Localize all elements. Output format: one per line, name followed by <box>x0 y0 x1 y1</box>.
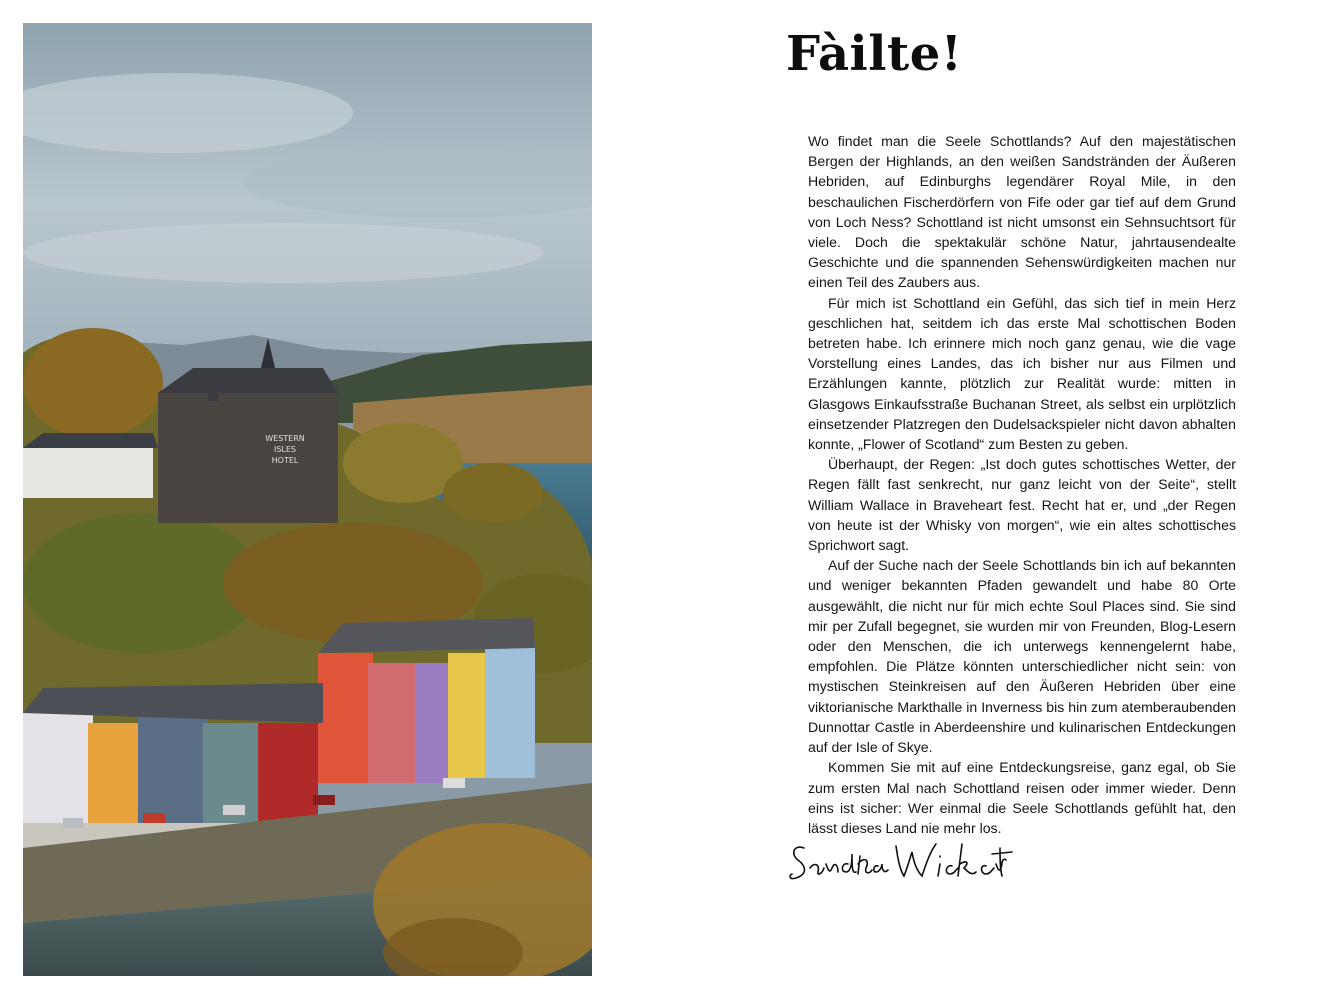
paragraph: Überhaupt, der Regen: „Ist doch gutes schottisches Wetter, der Regen fällt fast senkrecht, nur ganz leicht von der Seite“, stellt William Wallace in Braveheart fest. Recht hat er, und „der Regen von heute ist der Whisky von morgen“, wie ein altes schottisches Sprichwort sagt. <box>808 456 1236 554</box>
hotel-sign-line-2: ISLES <box>273 445 297 454</box>
page-title: Fàilte! <box>786 26 963 82</box>
paragraph: Auf der Suche nach der Seele Schottlands bin ich auf bekannten und weniger bekannten Pfaden gewandelt und habe 80 Orte ausgewählt, die nicht nur für mich echte Soul Places sind. Sie sind mir per Zufall begegnet, sie wurden mir von Freunden, Blog-Lesern oder den Menschen, die ich unterwegs kennengelernt habe, empfohlen. Die Plätze könnten unterschiedlicher nicht sein: von mystischen Steinkreisen auf den Äußeren Hebriden über eine viktorianische Markthalle in Inverness bis hin zum atemberaubenden Dunnottar Castle in Aberdeenshire und kulinarischen Entdeckungen auf der Isle of Skye. <box>808 557 1236 756</box>
hotel-sign-line-1: WESTERN <box>265 434 305 443</box>
paragraph: Kommen Sie mit auf eine Entdeckungsreise, ganz egal, ob Sie zum ersten Mal nach Schottland reisen oder immer wieder. Denn eins ist sicher: Wer einmal die Seele Schottlands gefühlt hat, den lässt dieses Land nie mehr los. <box>808 759 1236 836</box>
cover-photo <box>23 23 592 976</box>
hotel-sign-line-3: HOTEL <box>271 456 299 465</box>
paragraph: Für mich ist Schottland ein Gefühl, das sich tief in mein Herz geschlichen hat, seitdem ich das erste Mal schottischen Boden betreten habe. Ich erinnere mich noch ganz genau, wie die vage Vorstellung eines Landes, das ich bisher nur aus Filmen und Erzählungen kannte, plötzlich zur Realität wurde: mitten in Glasgows Einkaufsstraße Buchanan Street, als selbst ein urplötzlich einsetzender Platzregen den Dudelsackspieler nicht davon abhalten konnte, „Flower of Scotland“ zum Besten zu geben. <box>808 294 1236 453</box>
harbour-illustration <box>23 23 592 976</box>
body-text <box>808 131 1236 838</box>
handwritten-signature <box>786 834 1016 894</box>
paragraph: Wo findet man die Seele Schottlands? Auf den majestätischen Bergen der Highlands, an den weißen Sandstränden der Äußeren Hebriden, auf Edinburghs legendärer Royal Mile, in den beschaulichen Fischerdörfern von Fife oder gar tief auf dem Grund von Loch Ness? Schottland ist nicht umsonst ein Sehnsuchtsort für viele. Doch die spektakulär schöne Natur, jahrtausendealte Geschichte und die spannenden Sehenswürdigkeiten machen nur einen Teil des Zaubers aus. <box>808 133 1236 291</box>
